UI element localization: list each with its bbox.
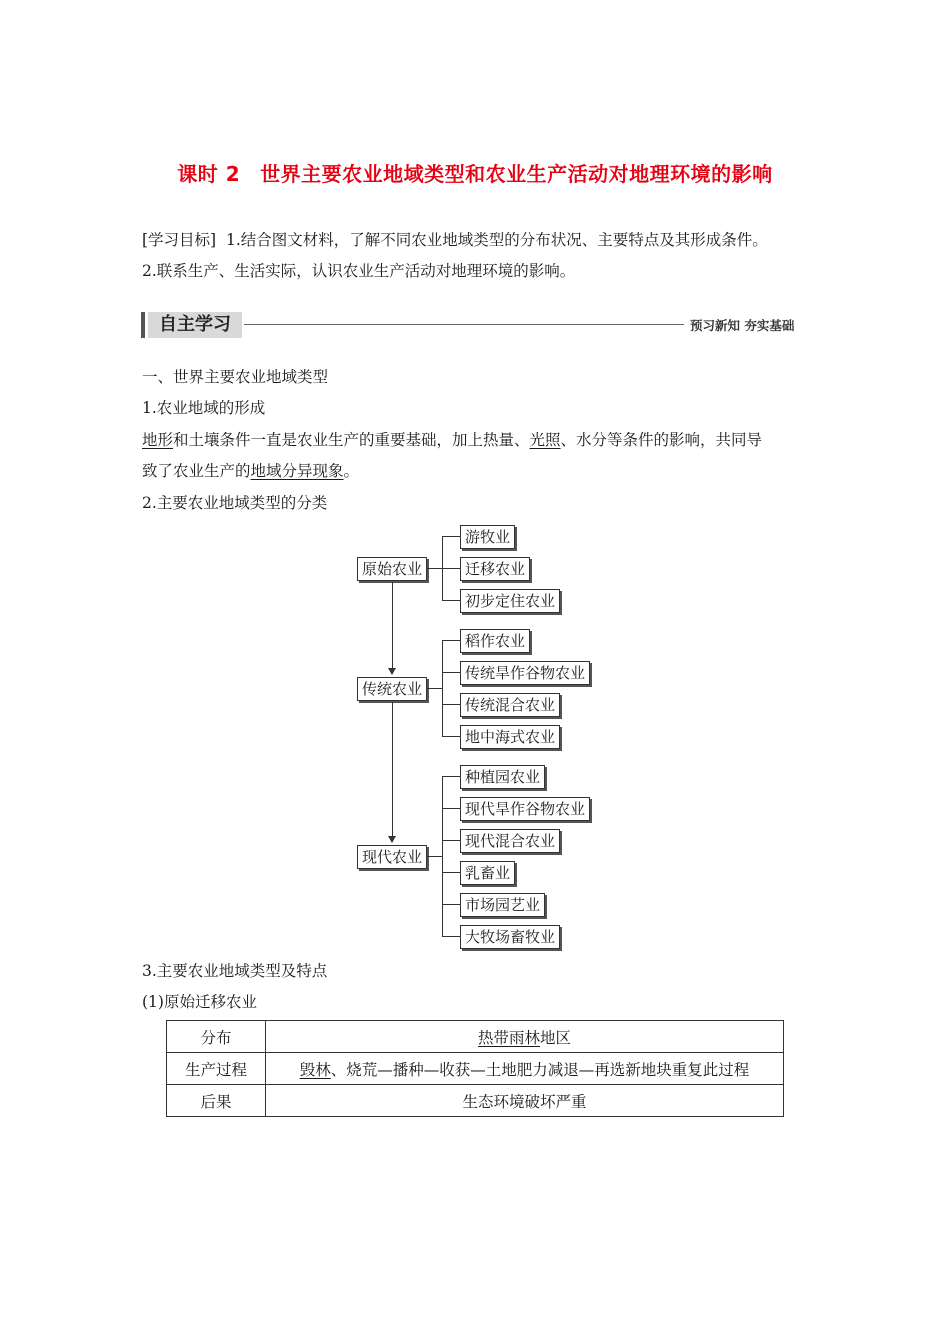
table-cell-label: 生产过程 — [167, 1053, 266, 1085]
node-market-gardening: 市场园艺业 — [460, 893, 545, 917]
connector — [442, 536, 460, 537]
connector — [442, 568, 460, 569]
connector — [442, 600, 460, 601]
connector — [427, 688, 442, 689]
table-cell-label: 后果 — [167, 1085, 266, 1117]
node-traditional-dry-grain: 传统旱作谷物农业 — [460, 661, 590, 685]
arrow-head — [388, 836, 396, 843]
node-modern-mixed: 现代混合农业 — [460, 829, 560, 853]
connector — [442, 904, 460, 905]
node-rice-farming: 稻作农业 — [460, 629, 530, 653]
connector — [442, 872, 460, 873]
arrow-line — [392, 702, 393, 838]
node-traditional-agriculture: 传统农业 — [357, 677, 427, 701]
heading-1-2: 2.主要农业地域类型的分类 — [142, 494, 328, 512]
table-cell-value: 毁林、烧荒—播种—收获—土地肥力减退—再选新地块重复此过程 — [266, 1053, 784, 1085]
objectives-label: [学习目标] — [142, 231, 217, 249]
connector — [442, 672, 460, 673]
node-nomadic-herding: 游牧业 — [460, 525, 515, 549]
node-shifting-cultivation: 迁移农业 — [460, 557, 530, 581]
connector — [442, 840, 460, 841]
node-dairy: 乳畜业 — [460, 861, 515, 885]
connector — [442, 808, 460, 809]
connector — [427, 856, 442, 857]
section-title: 自主学习 — [159, 314, 231, 335]
connector — [442, 736, 460, 737]
blank-answer: 地形 — [142, 431, 174, 449]
node-ranching: 大牧场畜牧业 — [460, 925, 560, 949]
table-cell-value: 生态环境破坏严重 — [266, 1085, 784, 1117]
connector — [442, 640, 460, 641]
shifting-agriculture-table — [166, 1020, 784, 1117]
arrow-head — [388, 668, 396, 675]
node-traditional-mixed: 传统混合农业 — [460, 693, 560, 717]
node-plantation: 种植园农业 — [460, 765, 545, 789]
node-modern-agriculture: 现代农业 — [357, 845, 427, 869]
lesson-number: 课时 2 — [177, 162, 241, 186]
blank-answer: 光照 — [529, 431, 561, 449]
connector — [442, 704, 460, 705]
paragraph-line-2: 致了农业生产的地域分异现象。 — [142, 462, 360, 480]
table-cell-label: 分布 — [167, 1021, 266, 1053]
connector — [442, 640, 443, 737]
connector — [427, 568, 442, 569]
heading-1: 一、世界主要农业地域类型 — [142, 368, 329, 386]
connector — [442, 776, 460, 777]
heading-1-1: 1.农业地域的形成 — [142, 399, 266, 417]
node-modern-dry-grain: 现代旱作谷物农业 — [460, 797, 590, 821]
connector — [442, 936, 460, 937]
paragraph-line-1: 地形和土壤条件一直是农业生产的重要基础，加上热量、光照、水分等条件的影响，共同导 — [142, 431, 763, 449]
node-primitive-agriculture: 原始农业 — [357, 557, 427, 581]
lesson-title: 世界主要农业地域类型和农业生产活动对地理环境的影响 — [260, 162, 773, 186]
heading-1-3: 3.主要农业地域类型及特点 — [142, 962, 328, 980]
node-mediterranean: 地中海式农业 — [460, 725, 560, 749]
section-subtitle: 预习新知 夯实基础 — [690, 318, 795, 333]
arrow-line — [392, 582, 393, 670]
table-row — [167, 1053, 784, 1085]
table-row — [167, 1021, 784, 1053]
table-row — [167, 1085, 784, 1117]
objective-2: 2.联系生产、生活实际，认识农业生产活动对地理环境的影响。 — [142, 262, 576, 280]
heading-1-3-1: (1)原始迁移农业 — [142, 993, 257, 1011]
blank-answer: 地域分异现象 — [250, 462, 344, 480]
node-early-settled-farming: 初步定住农业 — [460, 589, 560, 613]
connector — [442, 776, 443, 937]
table-cell-value: 热带雨林地区 — [266, 1021, 784, 1053]
objective-1: 1.结合图文材料，了解不同农业地域类型的分布状况、主要特点及其形成条件。 — [225, 231, 768, 249]
